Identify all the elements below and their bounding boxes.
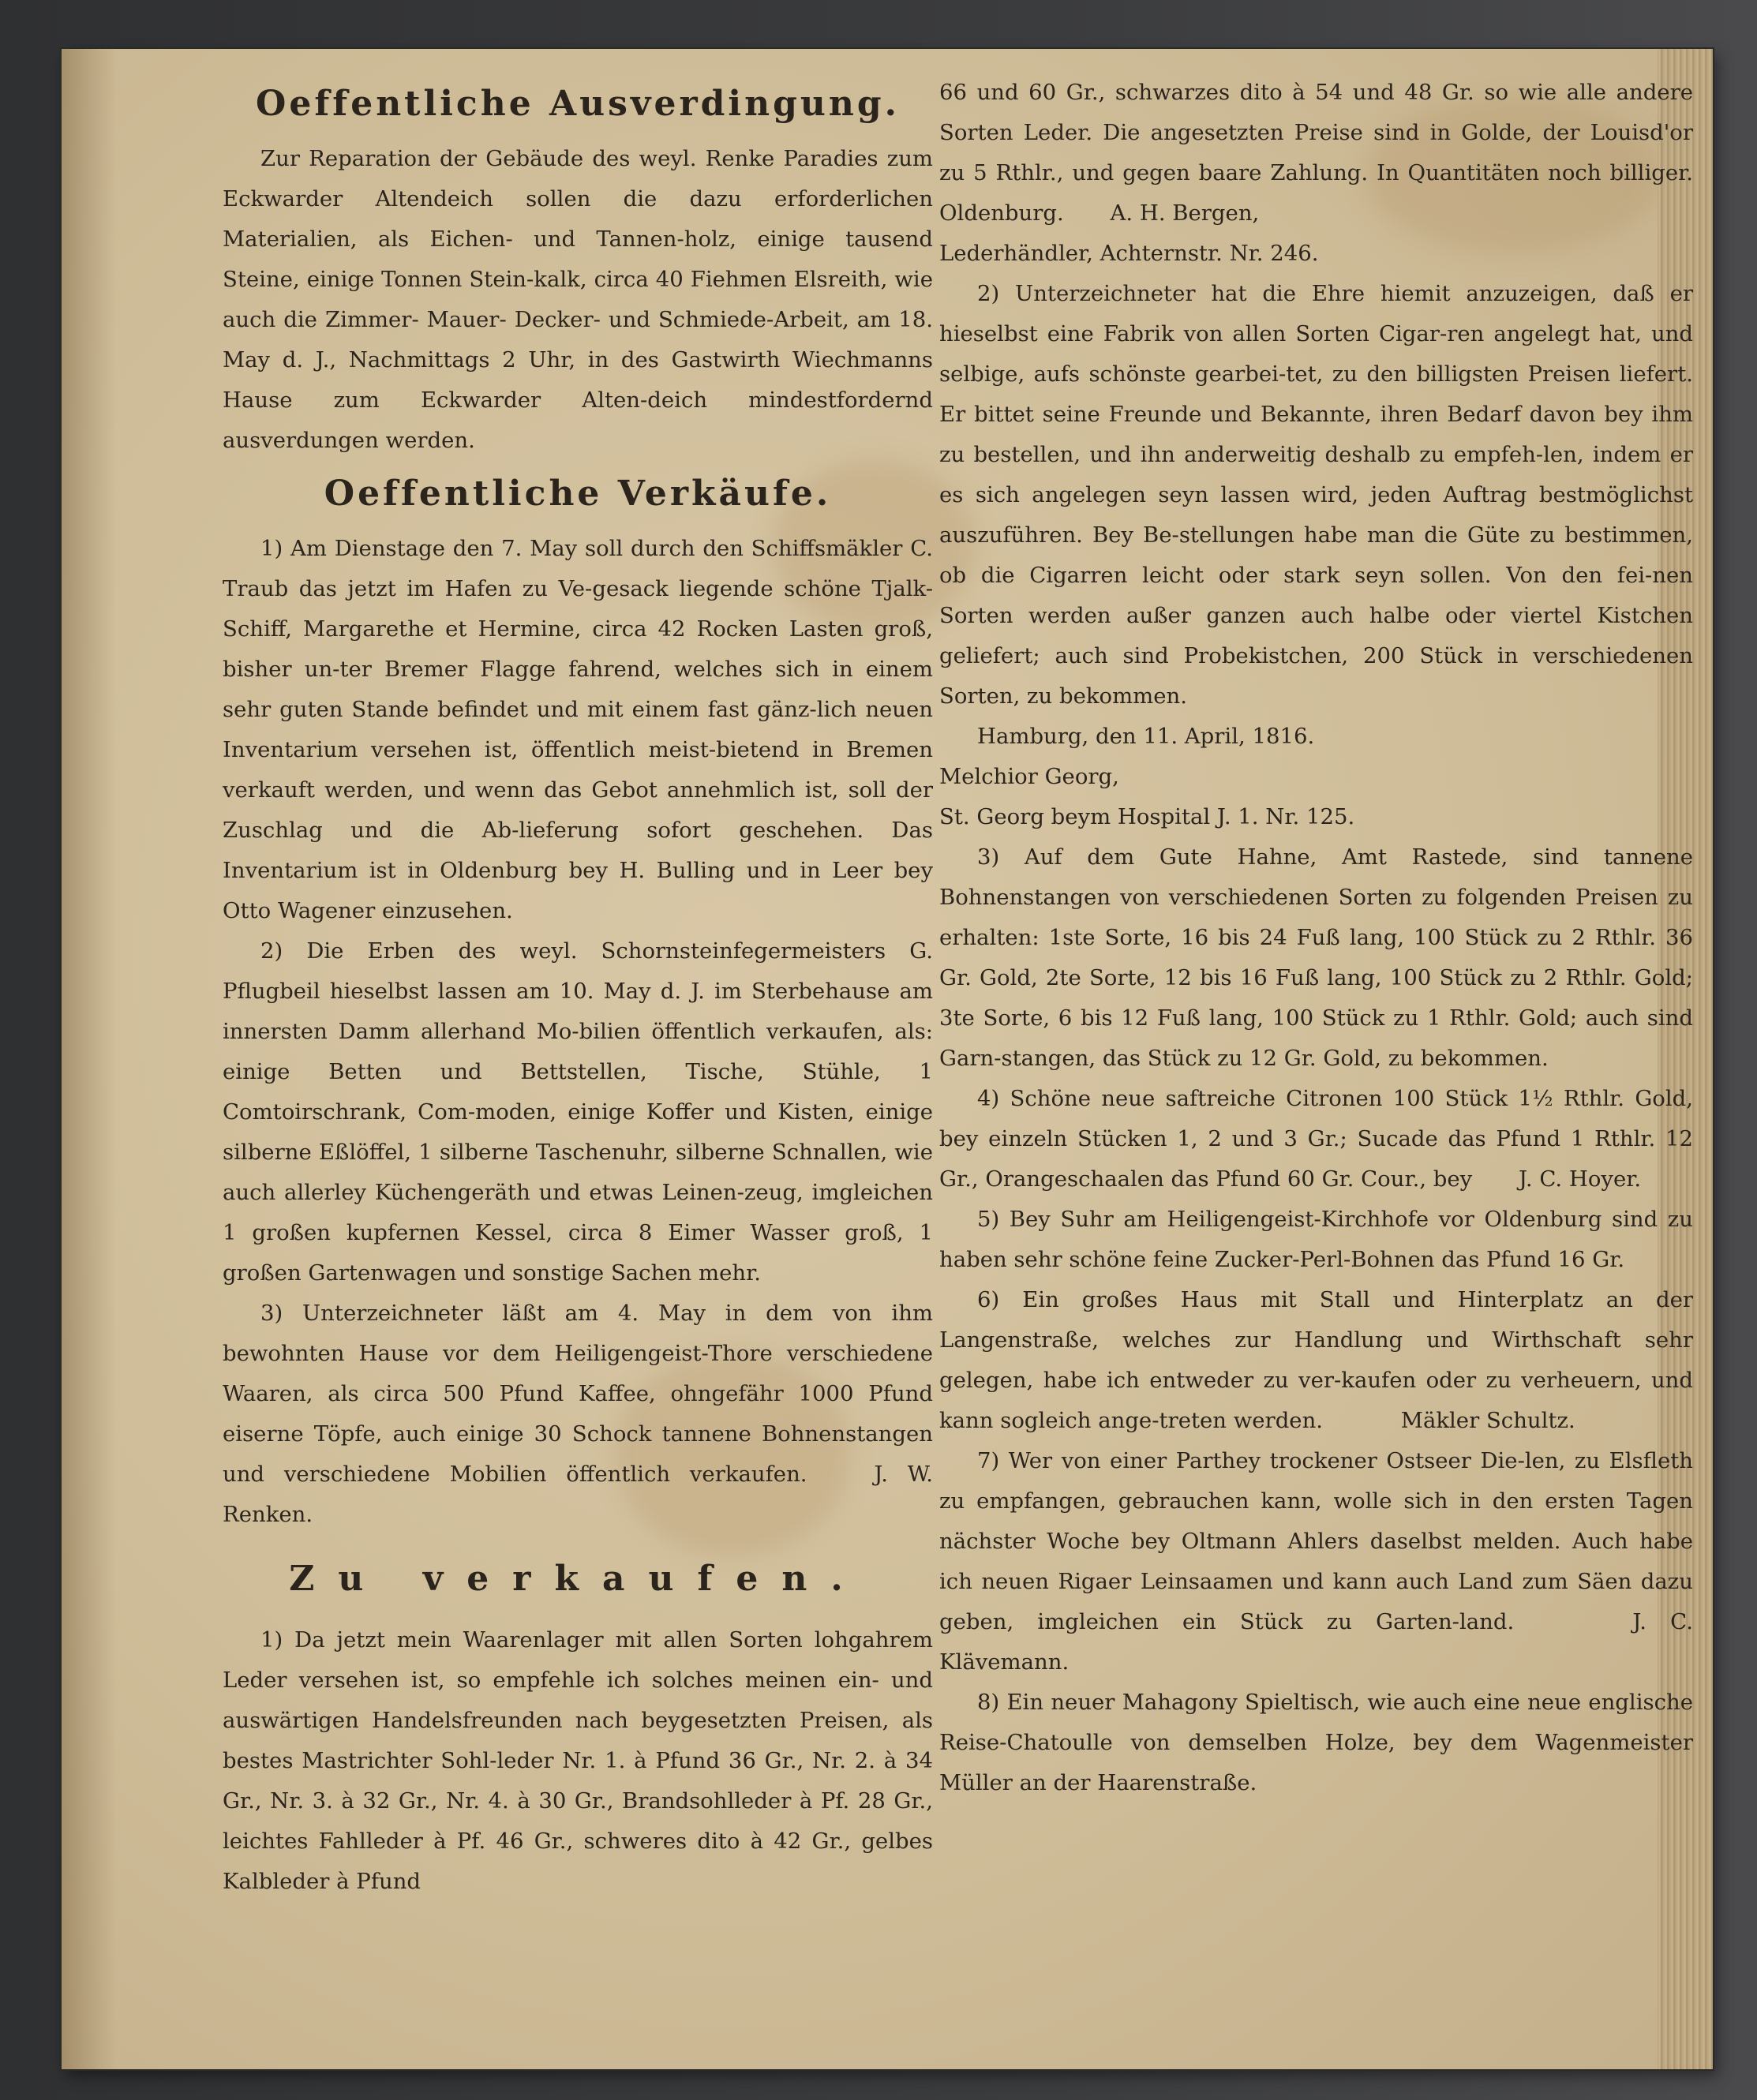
sell-item-5: 5) Bey Suhr am Heiligengeist-Kirchhofe vor Oldenburg sind zu haben sehr schöne feine Zucker-Perl-Bohnen das Pfund 16 Gr.: [939, 1207, 1693, 1272]
sell-item-4: [939, 1079, 1693, 1200]
sell-item-4-text: 4) Schöne neue saftreiche Citronen 100 Stück 1½ Rthlr. Gold, bey einzeln Stücken 1, 2 und 3 Gr.; Sucade das Pfund 1 Rthlr. 12 Gr., Orangeschaalen das Pfund 60 Gr. Cour., bey: [939, 1086, 1693, 1192]
sell-item-7: [939, 1441, 1693, 1683]
heading-ausverdingung: Oeffentliche Ausverdingung.: [256, 84, 900, 124]
sell-item-2-name: Melchior Georg,: [939, 764, 1119, 789]
heading-zu-verkaufen: Zu verkaufen.: [289, 1559, 867, 1599]
sell-item-6-name: Mäkler Schultz.: [1400, 1408, 1575, 1433]
sell-item-6-text: 6) Ein großes Haus mit Stall und Hinterplatz an der Langenstraße, welches zur Handlung und Wirthschaft sehr gelegen, habe ich entweder zu ver-kaufen oder zu verheuern, und kann sogleich ange-treten werden.: [939, 1287, 1693, 1433]
sell-item-1: 1) Da jetzt mein Waarenlager mit allen Sorten lohgahrem Leder versehen ist, so empfehle ich solches meinen ein- und auswärtigen Handelsfreunden nach beygesetzten Preisen, als bestes Mastrichter Sohl-leder Nr. 1. à Pfund 36 Gr., Nr. 2. à 34 Gr., Nr. 3. à 32 Gr., Nr. 4. à 30 Gr., Brandsohlleder à Pf. 28 Gr., leichtes Fahlleder à Pf. 46 Gr., schweres dito à 42 Gr., gelbes Kalbleder à Pfund: [223, 1627, 933, 1894]
sale-item-2: 2) Die Erben des weyl. Schornsteinfegermeisters G. Pflugbeil hieselbst lassen am 10. May d. J. im Sterbehause am innersten Damm allerhand Mo-bilien öffentlich verkaufen, als: einige Betten und Bettstellen, Tische, Stühle, 1 Comtoirschrank, Com-moden, einige Koffer und Kisten, einige silberne Eßlöffel, 1 silberne Taschenuhr, silberne Schnallen, wie auch allerley Küchengeräth und etwas Leinen-zeug, imgleichen 1 großen kupfernen Kessel, circa 8 Eimer Wasser groß, 1 großen Gartenwagen und sonstige Sachen mehr.: [223, 938, 933, 1286]
sell-item-7-name: J. C. Klävemann.: [939, 1609, 1693, 1675]
sell-item-4-name: J. C. Hoyer.: [1518, 1166, 1642, 1192]
sell-item-6: [939, 1280, 1693, 1441]
sell-item-1-cont-text: 66 und 60 Gr., schwarzes dito à 54 und 48 Gr. so wie alle andere Sorten Leder. Die angesetzten Preise sind in Golde, der Louisd'or zu 5 Rthlr., und gegen baare Zahlung. In Quantitäten noch billiger. Oldenburg.: [939, 80, 1693, 226]
sell-item-1-address: Lederhändler, Achternstr. Nr. 246.: [939, 241, 1319, 266]
sell-item-3: 3) Auf dem Gute Hahne, Amt Rastede, sind tannene Bohnenstangen von verschiedenen Sorten zu folgenden Preisen zu erhalten: 1ste Sorte, 16 bis 24 Fuß lang, 100 Stück zu 2 Rthlr. 36 Gr. Gold, 2te Sorte, 12 bis 16 Fuß lang, 100 Stück zu 2 Rthlr. Gold; 3te Sorte, 6 bis 12 Fuß lang, 100 Stück zu 1 Rthlr. Gold; auch sind Garn-stangen, das Stück zu 12 Gr. Gold, zu bekommen.: [939, 844, 1693, 1071]
left-column: [223, 71, 933, 1902]
sell-item-2-address: St. Georg beym Hospital J. 1. Nr. 125.: [939, 804, 1355, 829]
sell-item-7-text: 7) Wer von einer Parthey trockener Ostseer Die-len, zu Elsfleth zu empfangen, gebrauchen kann, wolle sich in den ersten Tagen nächster Woche bey Oltmann Ahlers daselbst melden. Auch habe ich neuen Rigaer Leinsaamen und kann auch Land zum Säen dazu geben, imgleichen ein Stück zu Garten-land.: [939, 1448, 1693, 1634]
sale-item-3-signature: J. W. Renken.: [223, 1462, 933, 1527]
sell-item-8: 8) Ein neuer Mahagony Spieltisch, wie auch eine neue englische Reise-Chatoulle von demselben Holze, bey dem Wagenmeister Müller an der Haarenstraße.: [939, 1690, 1693, 1795]
sell-item-1-name: A. H. Bergen,: [1110, 200, 1260, 226]
sell-item-2-place: Hamburg, den 11. April, 1816.: [977, 724, 1315, 749]
sale-item-1: 1) Am Dienstage den 7. May soll durch den Schiffsmäkler C. Traub das jetzt im Hafen zu Ve-gesack liegende schöne Tjalk-Schiff, Margarethe et Hermine, circa 42 Rocken Lasten groß, bisher un-ter Bremer Flagge fahrend, welches sich in einem sehr guten Stande befindet und mit einem fast gänz-lich neuen Inventarium versehen ist, öffentlich meist-bietend in Bremen verkauft werden, und wenn das Gebot annehmlich ist, soll der Zuschlag und die Ab-lieferung sofort geschehen. Das Inventarium ist in Oldenburg bey H. Bulling und in Leer bey Otto Wagener einzusehen.: [223, 536, 933, 923]
notice-reparation: Zur Reparation der Gebäude des weyl. Renke Paradies zum Eckwarder Altendeich sollen die dazu erforderlichen Materialien, als Eichen- und Tannen-holz, einige tausend Steine, einige Tonnen Stein-kalk, circa 40 Fiehmen Elsreith, wie auch die Zimmer- Mauer- Decker- und Schmiede-Arbeit, am 18. May d. J., Nachmittags 2 Uhr, in des Gastwirth Wiechmanns Hause zum Eckwarder Alten-deich mindestfordernd ausverdungen werden.: [223, 146, 933, 453]
heading-verkaeufe: Oeffentliche Verkäufe.: [324, 474, 832, 514]
sale-item-3: [223, 1293, 933, 1535]
sale-item-3-text: 3) Unterzeichneter läßt am 4. May in dem von ihm bewohnten Hause vor dem Heiligengeist-Thore verschiedene Waaren, als circa 500 Pfund Kaffee, ohngefähr 1000 Pfund eiserne Töpfe, auch einige 30 Schock tannene Bohnenstangen und verschiedene Mobilien öffentlich verkaufen.: [223, 1301, 933, 1487]
sell-item-1-continued: [939, 73, 1693, 234]
sell-item-2: 2) Unterzeichneter hat die Ehre hiemit anzuzeigen, daß er hieselbst eine Fabrik von allen Sorten Cigar-ren angelegt hat, und selbige, aufs schönste gearbei-tet, zu den billigsten Preisen liefert. Er bittet seine Freunde und Bekannte, ihren Bedarf davon bey ihm zu bestellen, und ihn anderweitig deshalb zu empfeh-len, indem er es sich angelegen seyn lassen wird, jeden Auftrag bestmöglichst auszuführen. Bey Be-stellungen habe man die Güte zu bestimmen, ob die Cigarren leicht oder stark seyn sollen. Von den fei-nen Sorten werden außer ganzen auch halbe oder viertel Kistchen geliefert; auch sind Probekistchen, 200 Stück in verschiedenen Sorten, zu bekommen.: [939, 281, 1693, 709]
right-column: [939, 73, 1693, 1803]
